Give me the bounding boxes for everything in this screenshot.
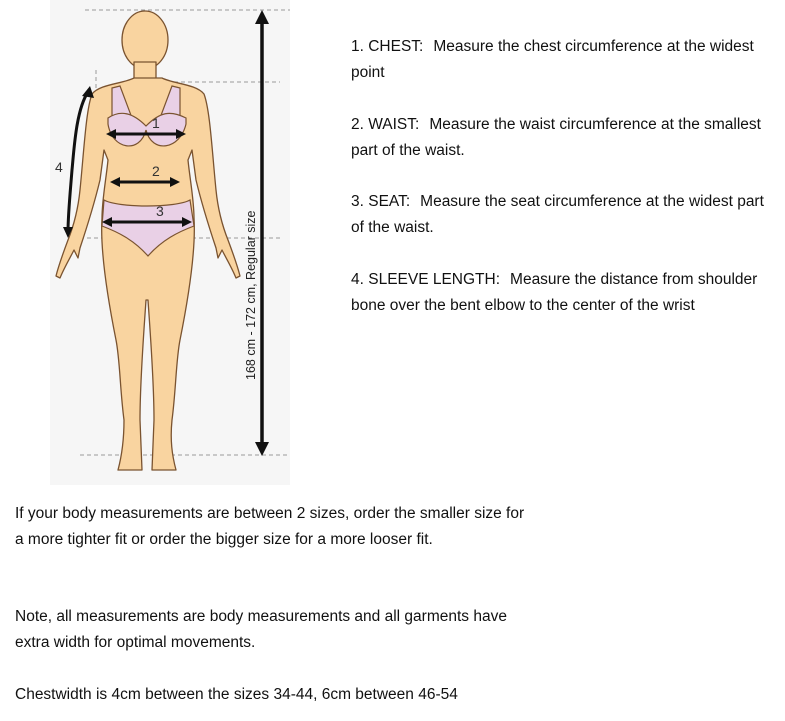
measurement-text: Measure the distance from shoulder bone over the bent elbow to the center of the wrist [351, 271, 758, 314]
measurement-chest [351, 34, 771, 86]
marker-seat: 3 [156, 203, 164, 219]
body-measurement-figure [40, 0, 300, 490]
marker-sleeve: 4 [55, 159, 63, 175]
measurement-label: 4. SLEEVE LENGTH: [351, 271, 501, 288]
measurement-label: 3. SEAT: [351, 193, 411, 210]
measurement-text: Measure the chest circumference at the widest point [351, 38, 754, 81]
note-chestwidth: Chestwidth is 4cm between the sizes 34-44, 6cm between 46-54 [15, 686, 458, 703]
measurement-text: Measure the waist circumference at the smallest part of the waist. [351, 116, 761, 159]
measurement-seat [351, 189, 771, 241]
height-label: 168 cm - 172 cm, Regular size [244, 210, 258, 380]
measurement-label: 2. WAIST: [351, 116, 420, 133]
measurement-text: Measure the seat circumference at the widest part of the waist. [351, 193, 764, 236]
note-body-measurements: Note, all measurements are body measurements and all garments have extra width for optimal movements. [15, 608, 507, 651]
marker-chest: 1 [152, 115, 160, 131]
measurement-label: 1. CHEST: [351, 38, 424, 55]
measurement-sleeve-length [351, 267, 771, 319]
measurement-waist [351, 112, 771, 164]
marker-waist: 2 [152, 163, 160, 179]
note-between-sizes: If your body measurements are between 2 sizes, order the smaller size for a more tighter fit or order the bigger size for a more looser fit. [15, 505, 525, 548]
